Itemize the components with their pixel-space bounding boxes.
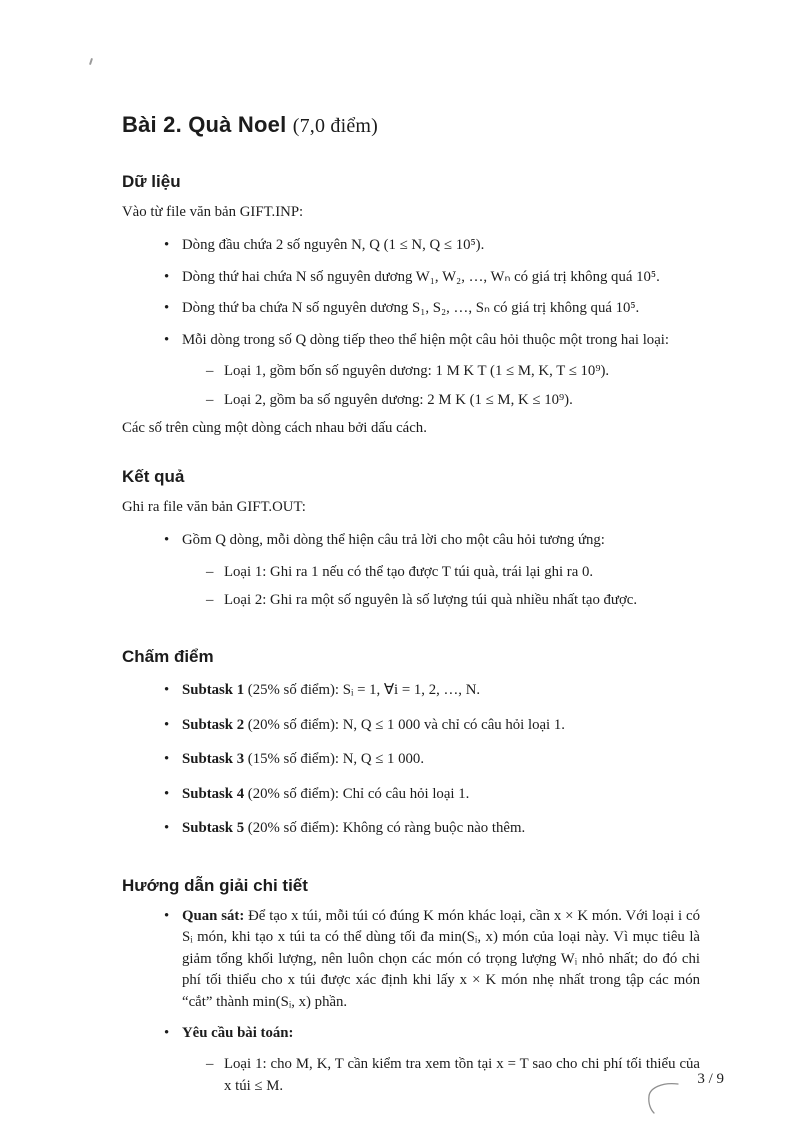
list-item-text	[182, 1023, 293, 1044]
list-item	[164, 818, 700, 839]
list-item	[164, 680, 700, 701]
subtask-text: (20% số điểm): N, Q ≤ 1 000 và chỉ có câu hỏi loại 1.	[244, 716, 565, 733]
list-item-text: Dòng thứ ba chứa N số nguyên dương S₁, S₂, …, Sₙ có giá trị không quá 10⁵.	[182, 300, 640, 317]
data-outro: Các số trên cùng một dòng cách nhau bởi dấu cách.	[122, 420, 427, 437]
list-item	[164, 715, 700, 736]
list-item-text: Dòng đầu chứa 2 số nguyên N, Q (1 ≤ N, Q ≤ 10⁵).	[182, 237, 485, 254]
data-intro: Vào từ file văn bản GIFT.INP:	[122, 204, 304, 220]
list-item-text: Mỗi dòng trong số Q dòng tiếp theo thể hiện một câu hỏi thuộc một trong hai loại:	[182, 331, 669, 348]
bullet-marker: •	[164, 682, 170, 699]
sub-list-item-text: Loại 1, gồm bốn số nguyên dương: 1 M K T (1 ≤ M, K, T ≤ 10⁹).	[224, 363, 610, 380]
bullet-marker: •	[164, 268, 170, 285]
problem-points: (7,0 điểm)	[292, 115, 379, 137]
list-item-text: Dòng thứ hai chứa N số nguyên dương W₁, W₂, …, Wₙ có giá trị không quá 10⁵.	[182, 268, 660, 285]
bullet-marker: •	[164, 785, 170, 802]
sub-list-item	[206, 562, 700, 583]
observation-text: Để tạo x túi, mỗi túi có đúng K món khác loại, cần x × K món. Với loại i có Sᵢ món, khi tạo x túi ta có thể dùng tối đa min(Sᵢ, x) món của loại này. Vì mục tiêu là giảm tổng khối lượng, nên luôn chọn các món có trọng lượng Wᵢ nhỏ nhất; do đó chi phí tối thiểu cho x túi được xác định khi lấy x × K món nhẹ nhất trong tập các món “cắt” thành min(Sᵢ, x) phần.	[182, 907, 700, 1010]
sub-list-item-text: Loại 1: cho M, K, T cần kiểm tra xem tồn tại x = T sao cho chi phí tối thiểu của x túi ≤ M.	[224, 1056, 700, 1094]
section-heading-data: Dữ liệu	[122, 172, 181, 191]
bullet-marker: •	[164, 237, 170, 254]
sub-list-item	[206, 590, 700, 611]
list-item	[164, 330, 700, 351]
subtask-text: (15% số điểm): N, Q ≤ 1 000.	[244, 751, 425, 768]
bullet-marker: •	[164, 1024, 170, 1041]
list-item	[164, 749, 700, 770]
list-item-text	[182, 715, 565, 736]
bullet-marker: •	[164, 716, 170, 733]
scoring-section	[122, 647, 700, 839]
list-item	[164, 1023, 700, 1044]
subtask-label: Subtask 5	[182, 820, 245, 837]
sub-list-item	[206, 390, 700, 411]
subtask-text: (20% số điểm): Chỉ có câu hỏi loại 1.	[244, 785, 470, 802]
bullet-marker: •	[164, 532, 170, 549]
sub-list-item-text: Loại 1: Ghi ra 1 nếu có thể tạo được T túi quà, trái lại ghi ra 0.	[224, 563, 594, 580]
subtask-label: Subtask 2	[182, 716, 245, 733]
dash-marker: –	[206, 563, 214, 580]
list-item-text	[182, 818, 525, 839]
sub-list-item	[206, 361, 700, 382]
bullet-marker: •	[164, 820, 170, 837]
dash-marker: –	[206, 363, 214, 380]
observation-label: Quan sát:	[182, 907, 245, 924]
subtask-label: Subtask 3	[182, 751, 245, 768]
bullet-marker: •	[164, 331, 170, 348]
subtask-label: Subtask 4	[182, 785, 245, 802]
list-item-text	[182, 906, 700, 1013]
bullet-marker: •	[164, 907, 170, 924]
list-item-text	[182, 784, 469, 805]
page-title	[122, 112, 700, 138]
dash-marker: –	[206, 591, 214, 608]
list-item-text	[182, 749, 424, 770]
pen-mark	[642, 1080, 682, 1114]
bullet-marker: •	[164, 300, 170, 317]
subtask-text: (25% số điểm): Sᵢ = 1, ∀i = 1, 2, …, N.	[244, 682, 481, 699]
list-item	[164, 235, 700, 256]
section-heading-result: Kết quả	[122, 466, 185, 486]
section-heading-scoring: Chấm điểm	[122, 647, 214, 667]
list-item	[164, 267, 700, 288]
subtask-label: Subtask 1	[182, 682, 245, 699]
dash-marker: –	[206, 1056, 214, 1073]
bullet-marker: •	[164, 751, 170, 768]
list-item-text: Gồm Q dòng, mỗi dòng thể hiện câu trả lời cho một câu hỏi tương ứng:	[182, 532, 605, 549]
section-heading-solution: Hướng dẫn giải chi tiết	[122, 875, 308, 895]
requirement-label: Yêu cầu bài toán:	[182, 1024, 294, 1041]
list-item-text	[182, 680, 480, 701]
stray-pen-mark	[89, 58, 93, 65]
page-number: 3 / 9	[697, 1071, 724, 1087]
dash-marker: –	[206, 391, 214, 408]
sub-list-item-text: Loại 2: Ghi ra một số nguyên là số lượng túi quà nhiều nhất tạo được.	[224, 591, 638, 608]
result-intro: Ghi ra file văn bản GIFT.OUT:	[122, 498, 306, 515]
subtask-text: (20% số điểm): Không có ràng buộc nào thêm.	[244, 820, 526, 837]
sub-list-item	[206, 1054, 700, 1097]
list-item	[164, 298, 700, 319]
list-item	[164, 530, 700, 551]
problem-title: Bài 2. Quà Noel	[122, 112, 287, 137]
list-item	[164, 906, 700, 1013]
list-item	[164, 784, 700, 805]
sub-list-item-text: Loại 2, gồm ba số nguyên dương: 2 M K (1 ≤ M, K ≤ 10⁹).	[224, 391, 573, 408]
